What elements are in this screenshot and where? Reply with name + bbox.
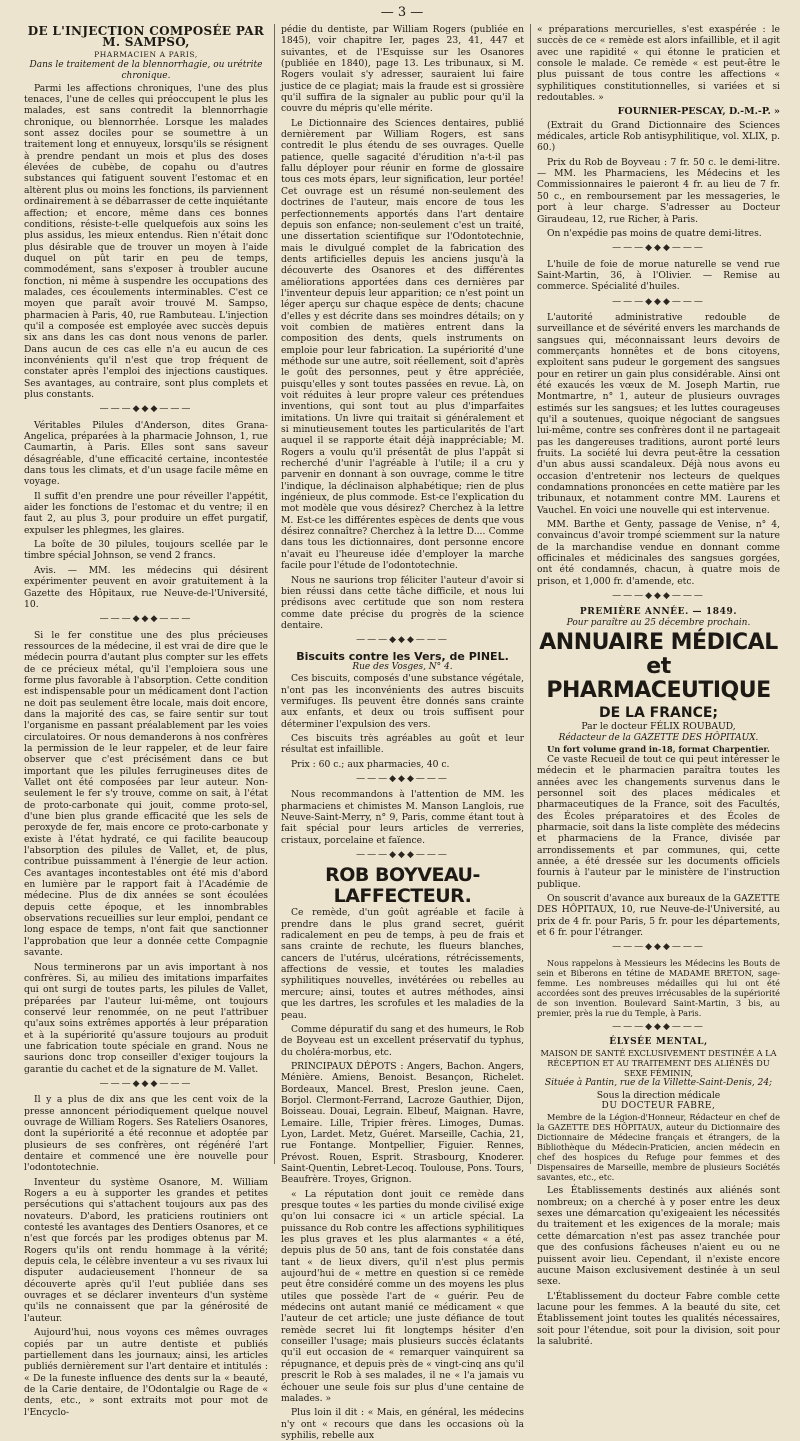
rob-depots: PRINCIPAUX DÉPOTS : Angers, Bachon. Angers, Ménière. Amiens, Benoist. Besançon, Richelet. Bordeaux, Mancel. Brest, Preslon jeune. Caen, Borjol. Clermont-Ferrand, Lacroze Gauthier, Dijon, Boisseau. Douai, Legrain. Elbeuf, Maignan. Havre, Lemaire. Lille, Tripier frères. Limoges, Dumas. Lyon, Lardet. Metz, Guéret. Marseille, Cachia, 21, rue Fontange. Montpellier, Figuier. Rennes, Prévost. Rouen, Esprit. Strasbourg, Knoderer. Saint-Quentin, Lebret-Lecoq. Toulouse, Pons. Tours, Beaufrère. Troyes, Grignon. [281, 1060, 524, 1186]
column-1 [18, 24, 274, 1418]
annee-heading: PREMIÈRE ANNÉE. — 1849. [579, 606, 738, 617]
rogers-paragraph: Aujourd'hui, nous voyons ces mêmes ouvrages copiés par un autre dentiste et publiés partiellement dans les journaux; ainsi, les articles publiés dernièrement sur l'art dentaire et intitulés : « De la funeste influence des dents sur la « beauté, de la Carie dentaire, de l'Odontalgie ou Rage de « dents, etc., » sont extraits mot pour mot de l'Encyclo- [24, 1327, 268, 1418]
annuaire-title: ANNUAIRE MÉDICAL et PHARMACEUTIQUE [539, 630, 778, 704]
sampso-subtitle-2: Dans le traitement de la blennorrhagie, ou urétrite chronique. [29, 60, 263, 82]
elysee-direction: Sous la direction médicale [596, 1089, 721, 1101]
elysee-paragraph: L'Établissement du docteur Fabre comble cette lacune pour les femmes. A la beauté du site, cet Établissement joint toutes les qualités nécessaires, soit pour l'étendue, soit pour la division, soit pour la salubrité. [537, 1290, 780, 1347]
annuaire-author-role: Rédacteur de la GAZETTE DES HÔPITAUX. [558, 732, 759, 743]
elysee-address: Située à Pantin, rue de la Villette-Saint-Denis, 24; [544, 1078, 773, 1089]
section-rule: ———◆◆◆——— [612, 942, 705, 953]
biscuits-paragraph: Ces biscuits très agréables au goût et leur résultat est infaillible. [281, 732, 524, 756]
rogers-paragraph: Inventeur du système Osanore, M. William Rogers a eu à supporter les grandes et petites persécutions qui s'attachent toujours aux pas des novateurs. D'abord, les praticiens routiniers ont contesté les avantages des Dentiers Osanores, et ce n'est que forcés par les prodiges obtenus par M. Rogers qu'ils ont rendu hommage à la vérité; depuis cela, le célèbre inventeur a vu ses rivaux lui disputer audacieusement l'honneur de sa découverte après qu'il l'eut publiée dans ses ouvrages et se déclarer inventeurs d'un système qu'ils ne connaissent que par la générosité de l'auteur. [24, 1176, 268, 1324]
column-3 [530, 24, 786, 1347]
annuaire-title-2: DE LA FRANCE; [598, 705, 719, 722]
rob-price: Prix du Rob de Boyveau : 7 fr. 50 c. le demi-litre. — MM. les Pharmaciens, les Médecins et les Commissionnaires le paieront 4 fr. au lieu de 7 fr. 50 c., en remboursement par les messageries, le port à leur charge. S'adresser au Docteur Giraudeau, 12, rue Richer, à Paris. [537, 156, 780, 225]
elysee-title: ÉLYSÉE MENTAL, [609, 1037, 708, 1048]
sangsues-paragraph: MM. Barthe et Genty, passage de Venise, n° 4, convaincus d'avoir trompé sciemment sur la nature de la marchandise vendue en donnant comme officinales et médicinales des sangsues gorgées, ont été condamnés, chacun, à quatre mois de prison, et 1,000 fr. d'amende, etc. [537, 519, 780, 587]
annuaire-format: Un fort volume grand in-18, format Charpentier. [547, 743, 770, 754]
langlois-paragraph: Nous recommandons à l'attention de MM. les pharmaciens et chimistes M. Manson Langlois, rue Neuve-Saint-Merry, n° 9, Paris, comme étant tout à fait spécial pour leurs articles de verreries, cristaux, porcelaine et faïence. [281, 789, 524, 846]
annuaire-paragraph: On souscrit d'avance aux bureaux de la GAZETTE DES HÔPITAUX, 10, rue Neuve-de-l'Université, au prix de 4 fr. pour Paris, 5 fr. pour les départements, et 6 fr. pour l'étranger. [537, 893, 780, 939]
rogers-paragraph: Le Dictionnaire des Sciences dentaires, publié dernièrement par William Rogers, est sans contredit le plus étendu de ses ouvrages. Quelle patience, quelle sagacité d'érudition n'a-t-il pas fallu déployer pour réunir en forme de glossaire tous ces mots épars, leur signification, leur portée! Cet ouvrage est un résumé non-seulement des doctrines de l'auteur, mais encore de tous les perfectionnements apportés dans l'art dentaire depuis son enfance; non-seulement c'est un traité, une dissertation scientifique sur l'Odontotechnie, mais le divulgué complet de la fabrication des dents artificielles depuis les anciens jusqu'à la découverte des Osanores et des différentes améliorations apportées dans ces dernières par l'inventeur depuis leur apparition; ce n'est point un léger aperçu sur chaque espèce de dents; chacune d'elles y est décrite dans ses moindres détails; on y voit combien de matières entrent dans la composition des dents, quels instruments on emploie pour leur fabrication. La supériorité d'une méthode sur une autre, soit réellement, soit d'après le goût des personnes, peut y être appréciée, puisqu'elles y sont toutes passées en revue. Là, on voit réduites à leur propre valeur ces prétendues inventions, qui sont tout au plus d'imparfaites imitations. Un livre qui traitait si généralement et si minutieusement toutes les particularités de l'art auquel il se rapporte était déjà inappréciable; M. Rogers a voulu qu'il présentât de plus l'appât si recherché d'unir l'agréable à l'utile; il a cru y parvenir en donnant à son ouvrage, comme le titre l'indique, la déclinaison alphabétique; rien de plus ingénieux, de plus commode. Est-ce l'explication du mot modèle que vous désirez? Cherchez à la lettre M. Est-ce les différentes espèces de dents que vous désirez connaître? Cherchez à la lettre D.... Comme dans tous les dictionnaires, dont personne encore n'avait eu l'heureuse idée d'employer la marche facile pour l'étude de l'odontotechnie. [281, 117, 524, 572]
rob-extract: (Extrait du Grand Dictionnaire des Sciences médicales, article Rob antisyphilitique, vol. XLIX, p. 60.) [537, 119, 780, 154]
breton-note: Nous rappelons à Messieurs les Médecins les Bouts de sein et Biberons en tétine de MADAME BRETON, sage-femme. Les nombreuses médailles qui lui ont été accordées sont des preuves irrécusables de la supériorité de son invention. Boulevard Saint-Martin, 3 bis, au premier, près la rue du Temple, à Paris. [537, 957, 780, 1018]
section-rule: ———◆◆◆——— [356, 850, 449, 861]
annee-subheading: Pour paraître au 25 décembre prochain. [566, 617, 751, 628]
biscuits-title: Biscuits contre les Vers, de PINEL. [296, 649, 509, 663]
rob-title: ROB BOYVEAU-LAFFECTEUR. [325, 864, 480, 908]
rob-shipping: On n'expédie pas moins de quatre demi-litres. [547, 227, 762, 239]
rob-quote: « préparations mercurielles, s'est exaspérée : le succès de ce « remède est alors infaillible, et il agit avec une rapidité « qui étonne le praticien et console le malade. Ce remède « est peut-être le plus puissant de tous contre les affections « syphilitiques constitutionnelles, si variées et si redoutables. » [537, 24, 780, 104]
annuaire-paragraph: Ce vaste Recueil de tout ce qui peut intéresser le médecin et le pharmacien paraîtra toutes les années avec les changements survenus dans le personnel soit des places médicales et pharmaceutiques de la France, soit des Facultés, des Écoles préparatoires et des Écoles de pharmacie, soit dans la liste complète des médecins et pharmaciens de la France, divisée par arrondissements et par communes, qui, cette année, a été dressée sur les documents officiels fournis à l'auteur par le ministère de l'instruction publique. [537, 753, 780, 890]
elysee-doctor: DU DOCTEUR FABRE, [601, 1101, 716, 1112]
huile-paragraph: L'huile de foie de morue naturelle se vend rue Saint-Martin, 36, à l'Olivier. — Remise au commerce. Spécialité d'huiles. [537, 258, 780, 293]
fournier-signature: FOURNIER-PESCAY, D.-M.-P. » [617, 106, 780, 118]
vallet-paragraph: Nous terminerons par un avis important à nos confrères. Si, au milieu des imitations imparfaites qui ont surgi de toutes parts, les pilules de Vallet, préparées par l'auteur lui-même, ont toujours conservé leur renommée, on ne peut l'attribuer qu'aux soins extrêmes apportés à leur préparation et à la supériorité qu'assure toujours au produit une fabrication toute spéciale en grand. Nous ne saurions donc trop conseiller d'exiger toujours la garantie du cachet et de la signature de M. Vallet. [24, 961, 268, 1075]
elysee-subtitle: MAISON DE SANTÉ EXCLUSIVEMENT DESTINÉE A LA RÉCEPTION ET AU TRAITEMENT DES ALIÉNÉS DU SEXE FÉMININ, [540, 1048, 777, 1079]
columns [18, 24, 786, 1441]
sangsues-paragraph: L'autorité administrative redouble de surveillance et de sévérité envers les marchands de sangsues qui, méconnaissant leurs devoirs de commerçants honnêtes et de bons citoyens, exploitent sans pudeur le gorgement des sangsues pour en retirer un gain plus considérable. Ainsi ont été exaucés les vœux de M. Joseph Martin, rue Montmartre, n° 1, auteur de plusieurs ouvrages estimés sur les sangsues; et les luttes courageuses qu'il a soutenues, quoique négociant de sangsues lui-même, contre ses confrères dont il ne partageait pas les dangereuses traditions, auront porté leurs fruits. La société lui devra peut-être la cessation d'un abus aussi scandaleux. Déjà nous avons eu occasion d'entretenir nos lecteurs de quelques condamnations prononcées en cette matière par les tribunaux, et notamment contre MM. Laurens et Vauchel. En voici une nouvelle qui est intervenue. [537, 311, 780, 516]
rob-quote: Plus loin il dit : « Mais, en général, les médecins n'y ont « recours que dans les occasions où la syphilis, rebelle aux [281, 1407, 524, 1441]
avis-paragraph: Avis. — MM. les médecins qui désirent expérimenter peuvent en avoir gratuitement à la Gazette des Hôpitaux, rue Neuve-de-l'Université, 10. [24, 564, 268, 610]
elysee-paragraph: Les Établissements destinés aux aliénés sont nombreux; on a cherché à y poser entre les deux sexes une démarcation qu'exigeaient les nécessités du traitement et les exigences de la morale; mais cette démarcation n'est pas assez tranchée pour que des confusions fâcheuses n'aient eu ou ne puissent avoir lieu. Cependant, il n'existe encore aucune Maison exclusivement destinée à un seul sexe. [537, 1185, 780, 1288]
section-rule: ———◆◆◆——— [99, 614, 193, 625]
vallet-paragraph: Si le fer constitue une des plus précieuses ressources de la médecine, il est vrai de dire que le médecin pourra d'autant plus compter sur les effets de ce précieux métal, qu'il l'emploiera sous une forme plus favorable à l'absorption. Cette condition est indispensable pour un médicament dont l'action ne doit pas seulement être locale, mais doit encore, dans la majorité des cas, se faire sentir sur tout l'organisme en passant préalablement par les voies circulatoires. Or nous demanderons à nos confrères la permission de le leur rappeler, et de leur faire observer que c'est précisément dans ce but important que les pilules ferrugineuses dites de Vallet ont été composées par leur auteur. Non-seulement le fer s'y trouve, comme on sait, à l'état de proto-carbonate qui jouit, comme proto-sel, d'une bien plus grande efficacité que les sels de peroxyde de fer, mais encore ce proto-carbonate y existe à l'état hydraté, ce qui facilite beaucoup l'absorption des pilules de Vallet, et, de plus, contribue puissamment à l'énergie de leur action. Ces avantages incontestables ont été mis d'abord en lumière par le rapport fait à l'Académie de médecine. Plus de dix années se sont écoulées depuis cette époque, et les innombrables observations recueillies sur leur emploi, pendant ce long espace de temps, n'ont fait que sanctionner l'approbation que leur a donnée cette Compagnie savante. [24, 629, 268, 959]
rob-paragraph: Ce remède, d'un goût agréable et facile à prendre dans le plus grand secret, guérit radicalement en peu de temps, à peu de frais et sans crainte de rechute, les flueurs blanches, cancers de l'utérus, ulcérations, rétrécissements, affections de vessie, et toutes les maladies syphilitiques nouvelles, invétérées ou rebelles au mercure; ainsi, toutes et autres méthodes, ainsi que les dartres, les scrofules et les maladies de la peau. [281, 907, 524, 1021]
section-rule: ———◆◆◆——— [99, 1078, 193, 1089]
section-rule: ———◆◆◆——— [99, 404, 193, 415]
annuaire-author: Par le docteur FÉLIX ROUBAUD, [581, 721, 736, 733]
elysee-credentials: Membre de la Légion-d'Honneur, Rédacteur en chef de la GAZETTE DES HÔPITAUX, auteur du Dictionnaire des Dictionnaire de Médecine français et étrangers, de la Bibliothèque du Médecin-Praticien, ancien médecin en chef des hospices du Refuge pour femmes et des Dispensaires de Marseille, membre de plusieurs Sociétés savantes, etc., etc. [537, 1112, 780, 1183]
anderson-paragraph: La boîte de 30 pilules, toujours scellée par le timbre spécial Johnson, se vend 2 francs. [24, 539, 268, 562]
column-2 [274, 24, 530, 1441]
biscuits-price: Prix : 60 c.; aux pharmacies, 40 c. [291, 758, 450, 770]
section-rule: ———◆◆◆——— [356, 635, 449, 646]
biscuits-paragraph: Ces biscuits, composés d'une substance végétale, n'ont pas les inconvénients des autres biscuits vermifuges. Ils peuvent être donnés sans crainte aux enfants, et deux ou trois suffisent pour déterminer l'expulsion des vers. [281, 673, 524, 730]
sampso-paragraph: Parmi les affections chroniques, l'une des plus tenaces, l'une de celles qui préoccupent le plus les malades, est sans contredit la blennorrhagie chronique, ou blennorrhée. Lorsque les malades sont assez dociles pour se soumettre à un traitement long et ennuyeux, lorsqu'ils se résignent à prendre pendant un mois et plus des doses élevées de cubèbe, de copahu ou d'autres substances qui fatiguent souvent l'estomac et en altèrent plus ou moins les fonctions, ils parviennent ordinairement à se débarrasser de cette inquiétante affection; et encore, même dans ces bonnes conditions, résiste-t-elle quelquefois aux soins les plus assidus, les mieux entendus. Rien n'était donc plus désirable que de trouver un moyen à l'aide duquel on pût tarir en peu de temps, commodément, sans s'exposer à troubler aucune fonction, ni même à suspendre les occupations des malades, ces écoulements interminables. C'est ce moyen que paraît avoir trouvé M. Sampso, pharmacien à Paris, 40, rue Rambuteau. L'injection qu'il a composée est employée avec succès depuis six ans dans les cas dont nous venons de parler. Dans aucun de ces cas elle n'a eu aucun de ces inconvénients qu'il n'est que trop fréquent de constater après l'emploi des injections caustiques. Ses avantages, au contraire, sont plus complets et plus constants. [24, 82, 268, 400]
rob-paragraph: Comme dépuratif du sang et des humeurs, le Rob de Boyveau est un excellent préservatif du typhus, du choléra-morbus, etc. [281, 1023, 524, 1058]
biscuits-address: Rue des Vosges, N° 4. [352, 661, 453, 672]
section-rule: ———◆◆◆——— [612, 243, 705, 254]
sampso-title: DE L'INJECTION COMPOSÉE PAR M. SAMPSO, [27, 24, 265, 50]
section-rule: ———◆◆◆——— [356, 774, 449, 784]
rogers-paragraph: Nous ne saurions trop féliciter l'auteur d'avoir si bien réussi dans cette tâche difficile, et nous lui prédisons avec certitude que son nom restera comme date précise du progrès de la science dentaire. [281, 574, 524, 631]
rogers-paragraph: pédie du dentiste, par William Rogers (publiée en 1845), voir chapitre Ier, pages 23, 41, 447 et suivantes, et de l'Esquisse sur les Osanores (publiée en 1840), page 13. Les tribunaux, si M. Rogers voulait s'y adresser, sauraient lui faire justice de ce plagiat; mais la fraude est si grossière qu'il suffira de la signaler au public pour qu'il la couvre du mépris qu'elle mérite. [281, 24, 524, 115]
sampso-subtitle: PHARMACIEN A PARIS, [94, 49, 198, 59]
section-rule: ———◆◆◆——— [612, 591, 705, 602]
rogers-paragraph: Il y a plus de dix ans que les cent voix de la presse annoncent périodiquement quelque nouvel ouvrage de William Rogers. Ses Rateliers Osanores, dont la supériorité a été reconnue et adoptée par plusieurs de ses confrères, ont régénéré l'art dentaire et commencé une ère nouvelle pour l'odontotechnie. [24, 1094, 268, 1174]
section-rule: ———◆◆◆——— [612, 296, 705, 307]
anderson-paragraph: Véritables Pilules d'Anderson, dites Grana-Angelica, préparées à la pharmacie Johnson, 1, rue Caumartin, à Paris. Elles sont sans saveur désagréable, d'une efficacité certaine, incontestée dans tous les climats, et d'un usage facile même en voyage. [24, 419, 268, 488]
section-rule: ———◆◆◆——— [612, 1021, 705, 1032]
anderson-paragraph: Il suffit d'en prendre une pour réveiller l'appétit, aider les fonctions de l'estomac et du ventre; il en faut 2, au plus 3, pour produire un effet purgatif, expulser les phlegmes, les glaires. [24, 490, 268, 536]
page-number: — 3 — [380, 5, 424, 20]
rob-quote: « La réputation dont jouit ce remède dans presque toutes « les parties du monde civilisé exige qu'on lui consacre ici « un article spécial. La puissance du Rob contre les affections syphilitiques les plus graves et les plus alarmantes « a été, depuis plus de 50 ans, tant de fois constatée dans tant « de lieux divers, qu'il n'est plus permis aujourd'hui de « mettre en question si ce remède peut être considéré comme un des moyens les plus utiles que possède l'art de « guérir. Peu de médecins ont autant manié ce médicament « que l'auteur de cet article; une juste défiance de tout remède secret lui fit longtemps hésiter d'en conseiller l'usage; mais plusieurs succès éclatants qu'il eut occasion de « remarquer vainquirent sa répugnance, et depuis près de « vingt-cinq ans qu'il prescrit le Rob à ses malades, il ne « l'a jamais vu échouer une seule fois sur plus d'une centaine de malades. » [281, 1188, 524, 1404]
